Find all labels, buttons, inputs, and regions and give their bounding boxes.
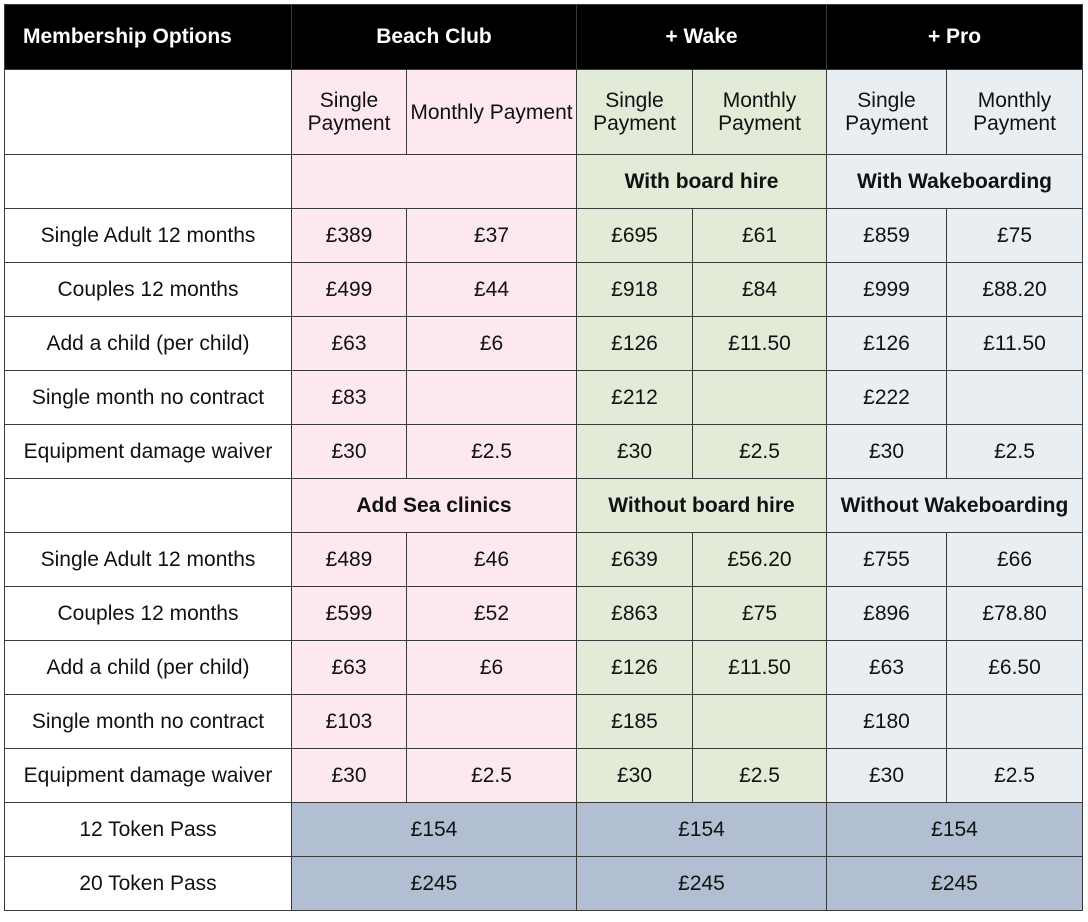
price-cell: £78.80 bbox=[947, 587, 1083, 641]
price-cell bbox=[693, 695, 827, 749]
price-cell: £212 bbox=[577, 371, 693, 425]
price-cell: £126 bbox=[827, 317, 947, 371]
section2-wake-heading: Without board hire bbox=[577, 479, 827, 533]
price-cell: £30 bbox=[292, 425, 407, 479]
price-cell: £896 bbox=[827, 587, 947, 641]
price-cell: £999 bbox=[827, 263, 947, 317]
table-row bbox=[5, 695, 1083, 749]
header-wake: + Wake bbox=[577, 5, 827, 70]
blank-cell bbox=[5, 70, 292, 155]
price-cell: £66 bbox=[947, 533, 1083, 587]
table-row bbox=[5, 209, 1083, 263]
payment-type-row bbox=[5, 70, 1083, 155]
price-cell: £103 bbox=[292, 695, 407, 749]
beach-monthly-header: Monthly Payment bbox=[407, 70, 577, 155]
table-row bbox=[5, 317, 1083, 371]
price-cell: £6.50 bbox=[947, 641, 1083, 695]
price-cell bbox=[407, 371, 577, 425]
table-row bbox=[5, 641, 1083, 695]
price-cell bbox=[407, 695, 577, 749]
section1-heading-row bbox=[5, 155, 1083, 209]
wake-single-header: Single Payment bbox=[577, 70, 693, 155]
pro-monthly-header: Monthly Payment bbox=[947, 70, 1083, 155]
row-label: Single Adult 12 months bbox=[5, 209, 292, 263]
pro-single-header: Single Payment bbox=[827, 70, 947, 155]
header-pro: + Pro bbox=[827, 5, 1083, 70]
price-cell: £639 bbox=[577, 533, 693, 587]
price-cell: £75 bbox=[947, 209, 1083, 263]
price-cell: £6 bbox=[407, 317, 577, 371]
row-label: 12 Token Pass bbox=[5, 803, 292, 857]
price-cell: £2.5 bbox=[947, 749, 1083, 803]
price-cell: £389 bbox=[292, 209, 407, 263]
row-label: Single Adult 12 months bbox=[5, 533, 292, 587]
section1-pro-heading: With Wakeboarding bbox=[827, 155, 1083, 209]
row-label: Single month no contract bbox=[5, 695, 292, 749]
price-cell: £126 bbox=[577, 641, 693, 695]
price-cell: £180 bbox=[827, 695, 947, 749]
token-row bbox=[5, 803, 1083, 857]
table-row bbox=[5, 749, 1083, 803]
price-cell: £859 bbox=[827, 209, 947, 263]
price-cell: £63 bbox=[292, 317, 407, 371]
token-price-cell: £154 bbox=[292, 803, 577, 857]
price-cell: £126 bbox=[577, 317, 693, 371]
price-cell: £61 bbox=[693, 209, 827, 263]
table-row bbox=[5, 263, 1083, 317]
price-cell: £44 bbox=[407, 263, 577, 317]
row-label: Equipment damage waiver bbox=[5, 749, 292, 803]
price-cell bbox=[947, 695, 1083, 749]
section1-beach-heading bbox=[292, 155, 577, 209]
row-label: Equipment damage waiver bbox=[5, 425, 292, 479]
price-cell: £11.50 bbox=[693, 641, 827, 695]
price-cell: £695 bbox=[577, 209, 693, 263]
price-cell: £2.5 bbox=[407, 749, 577, 803]
price-cell: £30 bbox=[827, 425, 947, 479]
table-row bbox=[5, 587, 1083, 641]
price-cell: £863 bbox=[577, 587, 693, 641]
section2-pro-heading: Without Wakeboarding bbox=[827, 479, 1083, 533]
section2-heading-row bbox=[5, 479, 1083, 533]
beach-single-header: Single Payment bbox=[292, 70, 407, 155]
price-cell bbox=[693, 371, 827, 425]
row-label: Add a child (per child) bbox=[5, 317, 292, 371]
price-cell: £6 bbox=[407, 641, 577, 695]
price-cell: £30 bbox=[827, 749, 947, 803]
price-cell bbox=[947, 371, 1083, 425]
table-title: Membership Options bbox=[5, 5, 292, 70]
price-cell: £30 bbox=[292, 749, 407, 803]
row-label: Single month no contract bbox=[5, 371, 292, 425]
price-cell: £30 bbox=[577, 425, 693, 479]
price-cell: £2.5 bbox=[947, 425, 1083, 479]
token-price-cell: £245 bbox=[292, 857, 577, 911]
header-row bbox=[5, 5, 1083, 70]
price-cell: £11.50 bbox=[693, 317, 827, 371]
price-cell: £37 bbox=[407, 209, 577, 263]
price-cell: £30 bbox=[577, 749, 693, 803]
blank-cell bbox=[5, 479, 292, 533]
row-label: Couples 12 months bbox=[5, 263, 292, 317]
price-cell: £222 bbox=[827, 371, 947, 425]
section1-wake-heading: With board hire bbox=[577, 155, 827, 209]
token-price-cell: £245 bbox=[827, 857, 1083, 911]
token-price-cell: £154 bbox=[827, 803, 1083, 857]
token-price-cell: £154 bbox=[577, 803, 827, 857]
price-cell: £599 bbox=[292, 587, 407, 641]
price-cell: £52 bbox=[407, 587, 577, 641]
section2-beach-heading: Add Sea clinics bbox=[292, 479, 577, 533]
price-cell: £11.50 bbox=[947, 317, 1083, 371]
blank-cell bbox=[5, 155, 292, 209]
table-row bbox=[5, 533, 1083, 587]
price-cell: £755 bbox=[827, 533, 947, 587]
price-cell: £499 bbox=[292, 263, 407, 317]
price-cell: £2.5 bbox=[407, 425, 577, 479]
table-row bbox=[5, 425, 1083, 479]
price-cell: £489 bbox=[292, 533, 407, 587]
token-row bbox=[5, 857, 1083, 911]
price-cell: £2.5 bbox=[693, 749, 827, 803]
price-cell: £63 bbox=[292, 641, 407, 695]
membership-price-table bbox=[4, 4, 1083, 911]
price-cell: £84 bbox=[693, 263, 827, 317]
row-label: Add a child (per child) bbox=[5, 641, 292, 695]
row-label: Couples 12 months bbox=[5, 587, 292, 641]
table-row bbox=[5, 371, 1083, 425]
wake-monthly-header: Monthly Payment bbox=[693, 70, 827, 155]
price-cell: £56.20 bbox=[693, 533, 827, 587]
price-cell: £918 bbox=[577, 263, 693, 317]
price-cell: £63 bbox=[827, 641, 947, 695]
price-cell: £88.20 bbox=[947, 263, 1083, 317]
header-beach-club: Beach Club bbox=[292, 5, 577, 70]
token-price-cell: £245 bbox=[577, 857, 827, 911]
row-label: 20 Token Pass bbox=[5, 857, 292, 911]
price-cell: £75 bbox=[693, 587, 827, 641]
price-cell: £83 bbox=[292, 371, 407, 425]
price-cell: £2.5 bbox=[693, 425, 827, 479]
price-cell: £46 bbox=[407, 533, 577, 587]
price-cell: £185 bbox=[577, 695, 693, 749]
